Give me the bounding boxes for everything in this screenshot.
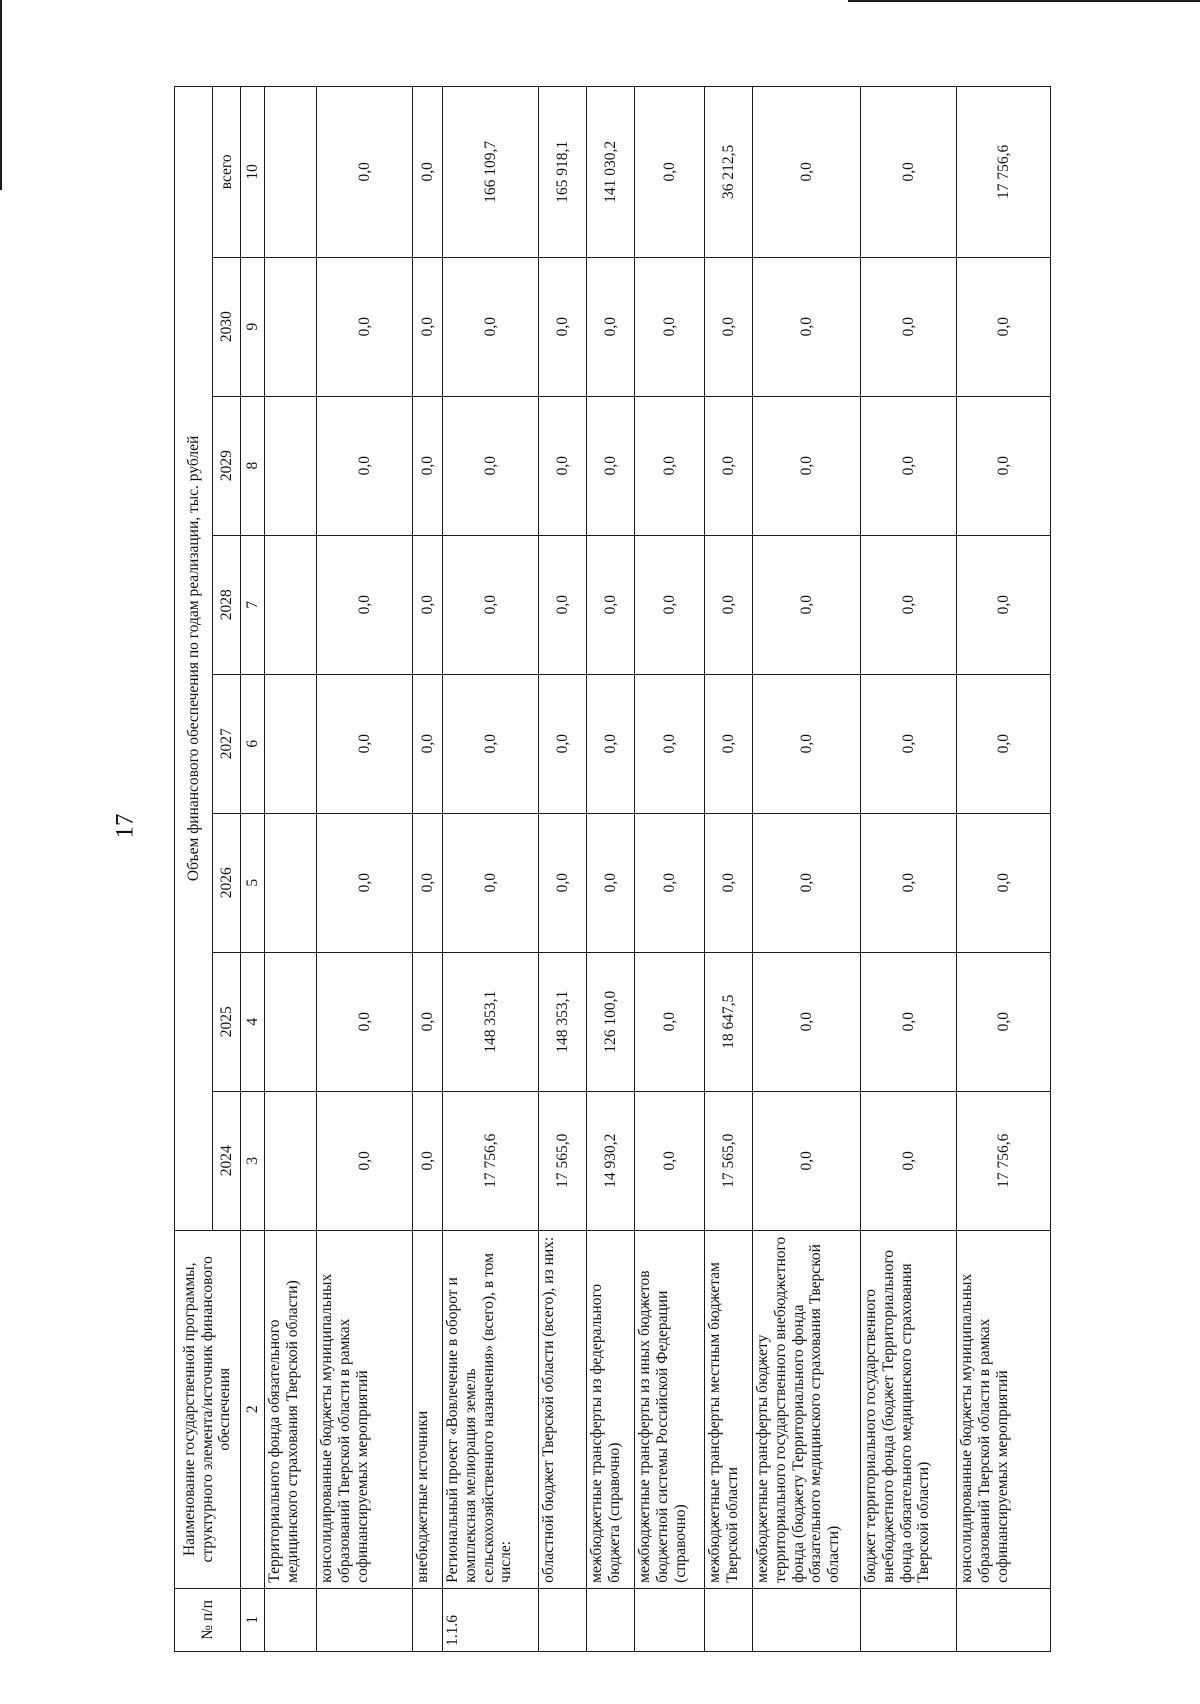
rotated-table-wrapper — [174, 86, 1022, 1652]
row-value — [265, 257, 317, 396]
row-value — [265, 87, 317, 258]
table-row — [539, 87, 587, 1652]
row-name: внебюджетные источники — [413, 1230, 443, 1588]
row-value: 0,0 — [635, 257, 705, 396]
row-value: 0,0 — [413, 257, 443, 396]
row-number — [957, 1588, 1051, 1651]
row-value: 0,0 — [443, 813, 539, 952]
row-value: 0,0 — [861, 1091, 957, 1230]
row-name: межбюджетные трансферты местным бюджетам Тверской области — [705, 1230, 753, 1588]
table-row — [705, 87, 753, 1652]
table-row — [265, 87, 317, 1652]
row-value: 0,0 — [957, 257, 1051, 396]
row-value: 0,0 — [317, 952, 413, 1091]
row-value: 0,0 — [753, 87, 861, 258]
row-value: 0,0 — [753, 1091, 861, 1230]
row-value: 0,0 — [413, 535, 443, 674]
row-value: 0,0 — [317, 674, 413, 813]
row-value — [265, 396, 317, 535]
header-financing-group: Объем финансового обеспечения по годам реализации, тыс. рублей — [175, 87, 213, 1231]
row-value: 0,0 — [861, 257, 957, 396]
row-value: 0,0 — [753, 952, 861, 1091]
header-year: 2028 — [213, 535, 241, 674]
table-row — [413, 87, 443, 1652]
row-name: межбюджетные трансферты бюджету территориального государственного внебюджетного фонда (бюджету Территориального фонда обязательного медицинского страхования Тверской области) — [753, 1230, 861, 1588]
row-value: 0,0 — [539, 674, 587, 813]
row-value: 148 353,1 — [539, 952, 587, 1091]
row-value: 17 565,0 — [539, 1091, 587, 1230]
row-value: 0,0 — [443, 257, 539, 396]
row-number: 1.1.6 — [443, 1588, 539, 1651]
row-value: 0,0 — [539, 396, 587, 535]
header-year: 2027 — [213, 674, 241, 813]
row-value: 0,0 — [635, 813, 705, 952]
table-row — [753, 87, 861, 1652]
row-value — [265, 952, 317, 1091]
row-value: 0,0 — [413, 674, 443, 813]
row-value: 0,0 — [753, 813, 861, 952]
header-year: 2029 — [213, 396, 241, 535]
header-total: всего — [213, 87, 241, 258]
table-row — [317, 87, 413, 1652]
row-name: консолидированные бюджеты муниципальных образований Тверской области в рамках софинансируемых мероприятий — [317, 1230, 413, 1588]
row-value: 166 109,7 — [443, 87, 539, 258]
row-value — [265, 535, 317, 674]
row-name: Территориального фонда обязательного медицинского страхования Тверской области) — [265, 1230, 317, 1588]
row-value: 0,0 — [705, 813, 753, 952]
row-value — [265, 674, 317, 813]
row-value: 0,0 — [317, 813, 413, 952]
row-value: 18 647,5 — [705, 952, 753, 1091]
row-value: 17 756,6 — [957, 87, 1051, 258]
row-value — [265, 1091, 317, 1230]
row-value: 17 756,6 — [957, 1091, 1051, 1230]
row-number — [587, 1588, 635, 1651]
row-value: 0,0 — [587, 674, 635, 813]
row-value: 0,0 — [587, 396, 635, 535]
column-number: 7 — [241, 535, 265, 674]
row-value: 17 756,6 — [443, 1091, 539, 1230]
header-year: 2030 — [213, 257, 241, 396]
column-number: 3 — [241, 1091, 265, 1230]
table-row — [587, 87, 635, 1652]
table-row — [635, 87, 705, 1652]
row-value: 0,0 — [753, 674, 861, 813]
row-value: 0,0 — [957, 535, 1051, 674]
table-row — [957, 87, 1051, 1652]
row-value: 0,0 — [635, 87, 705, 258]
header-no: № п/п — [175, 1588, 241, 1651]
row-value: 0,0 — [705, 535, 753, 674]
row-number — [539, 1588, 587, 1651]
column-number: 8 — [241, 396, 265, 535]
row-value: 0,0 — [635, 396, 705, 535]
scan-edge-top-left — [0, 0, 2, 190]
row-number — [317, 1588, 413, 1651]
row-value: 141 030,2 — [587, 87, 635, 258]
column-number: 2 — [241, 1230, 265, 1588]
row-value: 0,0 — [539, 813, 587, 952]
row-value: 0,0 — [539, 257, 587, 396]
row-name: межбюджетные трансферты из федерального бюджета (справочно) — [587, 1230, 635, 1588]
row-name: бюджет территориального государственного внебюджетного фонда (бюджет Территориального фонда обязательного медицинского страхования Тверской области) — [861, 1230, 957, 1588]
header-year: 2025 — [213, 952, 241, 1091]
row-value: 0,0 — [413, 813, 443, 952]
row-value: 0,0 — [753, 535, 861, 674]
row-value: 17 565,0 — [705, 1091, 753, 1230]
row-value: 0,0 — [317, 396, 413, 535]
row-number — [753, 1588, 861, 1651]
row-value: 0,0 — [753, 396, 861, 535]
column-number: 5 — [241, 813, 265, 952]
row-number — [705, 1588, 753, 1651]
row-value: 0,0 — [587, 813, 635, 952]
row-value: 0,0 — [413, 1091, 443, 1230]
row-value: 0,0 — [317, 87, 413, 258]
column-number: 6 — [241, 674, 265, 813]
row-value: 0,0 — [635, 535, 705, 674]
header-name: Наименование государственной программы, структурного элемента/источник финансового обеспечения — [175, 1230, 241, 1588]
row-value: 0,0 — [957, 674, 1051, 813]
row-value: 0,0 — [635, 952, 705, 1091]
row-value: 0,0 — [705, 674, 753, 813]
row-value: 0,0 — [705, 396, 753, 535]
row-value: 148 353,1 — [443, 952, 539, 1091]
row-value: 0,0 — [957, 396, 1051, 535]
column-number: 9 — [241, 257, 265, 396]
row-value: 0,0 — [705, 257, 753, 396]
row-value: 0,0 — [861, 952, 957, 1091]
row-value: 126 100,0 — [587, 952, 635, 1091]
row-value: 0,0 — [861, 674, 957, 813]
table-row — [443, 87, 539, 1652]
row-name: Региональный проект «Вовлечение в оборот и комплексная мелиорация земель сельскохозяйственного назначения» (всего), в том числе: — [443, 1230, 539, 1588]
row-value: 0,0 — [317, 535, 413, 674]
row-value: 0,0 — [317, 1091, 413, 1230]
row-value: 0,0 — [861, 87, 957, 258]
row-value: 0,0 — [635, 1091, 705, 1230]
table-row — [861, 87, 957, 1652]
header-year: 2026 — [213, 813, 241, 952]
row-number — [265, 1588, 317, 1651]
row-value: 14 930,2 — [587, 1091, 635, 1230]
row-value: 0,0 — [957, 952, 1051, 1091]
row-value: 0,0 — [413, 952, 443, 1091]
row-value: 0,0 — [635, 674, 705, 813]
row-value: 0,0 — [753, 257, 861, 396]
row-value: 0,0 — [413, 87, 443, 258]
row-name: межбюджетные трансферты из иных бюджетов бюджетной системы Российской Федерации (справочно) — [635, 1230, 705, 1588]
row-number — [861, 1588, 957, 1651]
row-value: 0,0 — [957, 813, 1051, 952]
row-number — [635, 1588, 705, 1651]
row-value: 0,0 — [443, 535, 539, 674]
column-number: 4 — [241, 952, 265, 1091]
scan-edge-top-right — [848, 0, 1200, 2]
row-name: консолидированные бюджеты муниципальных образований Тверской области в рамках софинансируемых мероприятий — [957, 1230, 1051, 1588]
row-value: 0,0 — [539, 535, 587, 674]
row-value: 0,0 — [587, 257, 635, 396]
financing-table — [174, 86, 1051, 1652]
row-value: 0,0 — [861, 396, 957, 535]
row-value: 0,0 — [443, 674, 539, 813]
row-value: 0,0 — [443, 396, 539, 535]
column-number: 1 — [241, 1588, 265, 1651]
row-value: 0,0 — [587, 535, 635, 674]
row-number — [413, 1588, 443, 1651]
row-value: 165 918,1 — [539, 87, 587, 258]
row-value: 0,0 — [413, 396, 443, 535]
column-number-row — [241, 87, 265, 1652]
row-name: областной бюджет Тверской области (всего), из них: — [539, 1230, 587, 1588]
header-year: 2024 — [213, 1091, 241, 1230]
row-value: 0,0 — [861, 535, 957, 674]
row-value: 36 212,5 — [705, 87, 753, 258]
row-value: 0,0 — [861, 813, 957, 952]
column-number: 10 — [241, 87, 265, 258]
row-value: 0,0 — [317, 257, 413, 396]
row-value — [265, 813, 317, 952]
page-number: 17 — [111, 813, 139, 839]
